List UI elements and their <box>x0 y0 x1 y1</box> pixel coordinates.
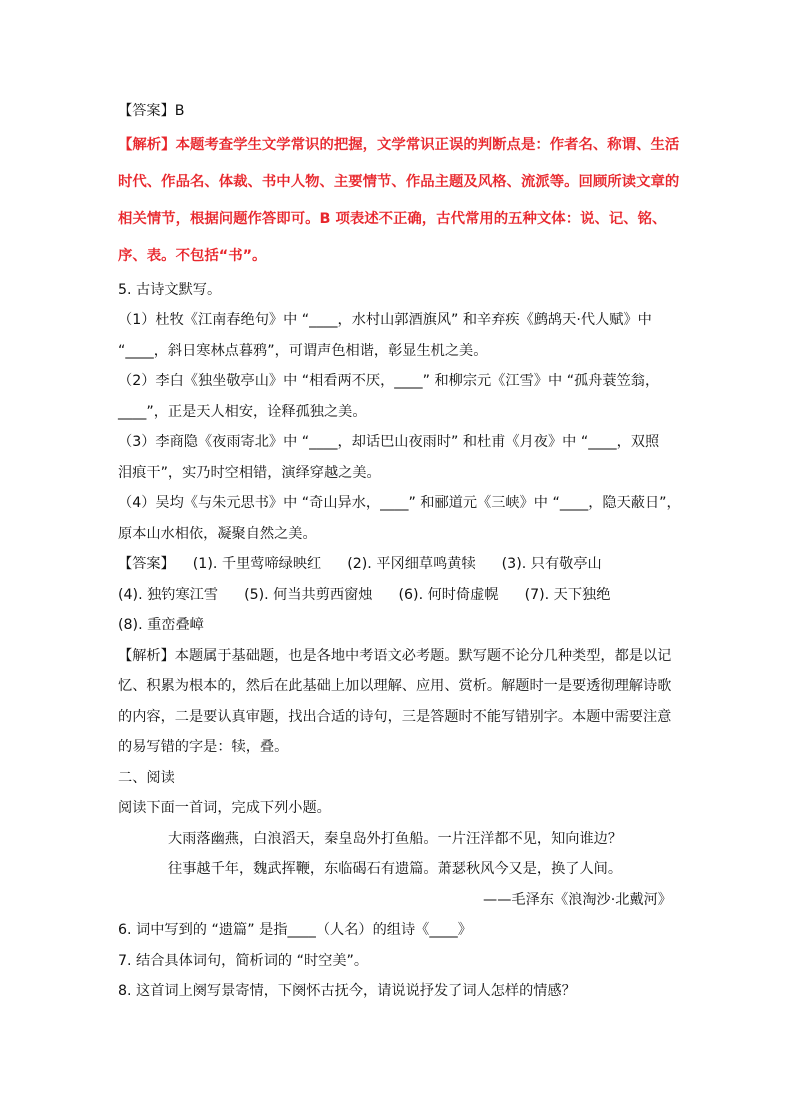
analysis-block-red <box>118 127 678 275</box>
answer-item: (7). 天下独绝 <box>524 586 611 603</box>
answer-row <box>118 610 678 641</box>
answer-item: (3). 只有敬亭山 <box>501 556 602 572</box>
analysis-line: 【解析】本题属于基础题，也是各地中考语文必考题。默写题不论分几种类型，都是以记 <box>118 647 672 664</box>
question-5-line: ____”，正是天人相安，诠释孤独之美。 <box>118 403 367 420</box>
poem-line: 往事越千年，魏武挥鞭，东临碣石有遗篇。萧瑟秋风今又是，换了人间。 <box>168 861 623 877</box>
question-line: 7. 结合具体词句，简析词的 “时空美”。 <box>118 952 369 969</box>
answer-row <box>118 580 678 611</box>
answer-item: (2). 平冈细草鸣黄犊 <box>347 556 476 572</box>
question-5-line: （2）李白《独坐敬亭山》中 “相看两不厌，____” 和柳宗元《江雪》中 “孤舟蓑笠翁， <box>118 373 660 389</box>
question-5-line: （4）吴均《与朱元思书》中 “奇山异水，____” 和郦道元《三峡》中 “____，隐天蔽日”， <box>118 495 681 511</box>
answer-label: 【答案】 <box>118 556 175 572</box>
poem-attribution: ——毛泽东《浪淘沙·北戴河》 <box>483 891 672 908</box>
question-line: 6. 词中写到的 “遗篇” 是指____（人名）的组诗《____》 <box>118 922 472 938</box>
analysis-line: 的易写错的字是：犊，叠。 <box>118 739 289 755</box>
analysis-line: 序、表。不包括“书”。 <box>118 247 267 264</box>
answer-line: 【答案】B <box>118 103 185 119</box>
answer-item: (1). 千里莺啼绿映红 <box>192 556 322 572</box>
question-5-line: 泪痕干”，实乃时空相错，演绎穿越之美。 <box>118 464 381 481</box>
poem-line: 大雨落幽燕，白浪滔天，秦皇岛外打鱼船。一片汪洋都不见，知向谁边？ <box>168 830 623 847</box>
question-5-line: “____，斜日寒林点暮鸦”，可谓声色相谐，彰显生机之美。 <box>118 342 488 359</box>
reading-instruction: 阅读下面一首词，完成下列小题。 <box>118 800 331 816</box>
analysis-line: 时代、作品名、体裁、书中人物、主要情节、作品主题及风格、流派等。回顾所读文章的 <box>118 173 680 190</box>
question-5-line: （3）李商隐《夜雨寄北》中 “____，却话巴山夜雨时” 和杜甫《月夜》中 “____，双照 <box>118 434 660 450</box>
section-title: 二、阅读 <box>118 769 175 786</box>
question-5-line: 原本山水相依，凝聚自然之美。 <box>118 525 317 542</box>
document-body <box>118 96 681 1007</box>
question-5-line: （1）杜牧《江南春绝句》中 “____，水村山郭酒旗风” 和辛弃疾《鹧鸪天·代人赋》中 <box>118 312 652 328</box>
question-5-title: 5. 古诗文默写。 <box>118 281 222 298</box>
answer-item: (5). 何当共剪西窗烛 <box>244 586 373 603</box>
analysis-line: 的内容，二是要认真审题，找出合适的诗句，三是答题时不能写错别字。本题中需要注意 <box>118 708 672 725</box>
answer-item: (4). 独钓寒江雪 <box>118 586 219 603</box>
question-line: 8. 这首词上阕写景寄情，下阕怀古抚今，请说说抒发了词人怎样的情感？ <box>118 983 576 999</box>
analysis-line: 忆、积累为根本的，然后在此基础上加以理解、应用、赏析。解题时一是要透彻理解诗歌 <box>118 678 672 694</box>
analysis-line: 【解析】本题考查学生文学常识的把握，文学常识正误的判断点是：作者名、称谓、生活 <box>118 136 680 153</box>
answer-item: (6). 何时倚虚幌 <box>398 586 499 603</box>
answer-row <box>118 549 678 580</box>
analysis-line: 相关情节，根据问题作答即可。B 项表述不正确，古代常用的五种文体：说、记、铭、 <box>118 210 667 227</box>
answer-item: (8). 重峦叠嶂 <box>118 617 204 633</box>
